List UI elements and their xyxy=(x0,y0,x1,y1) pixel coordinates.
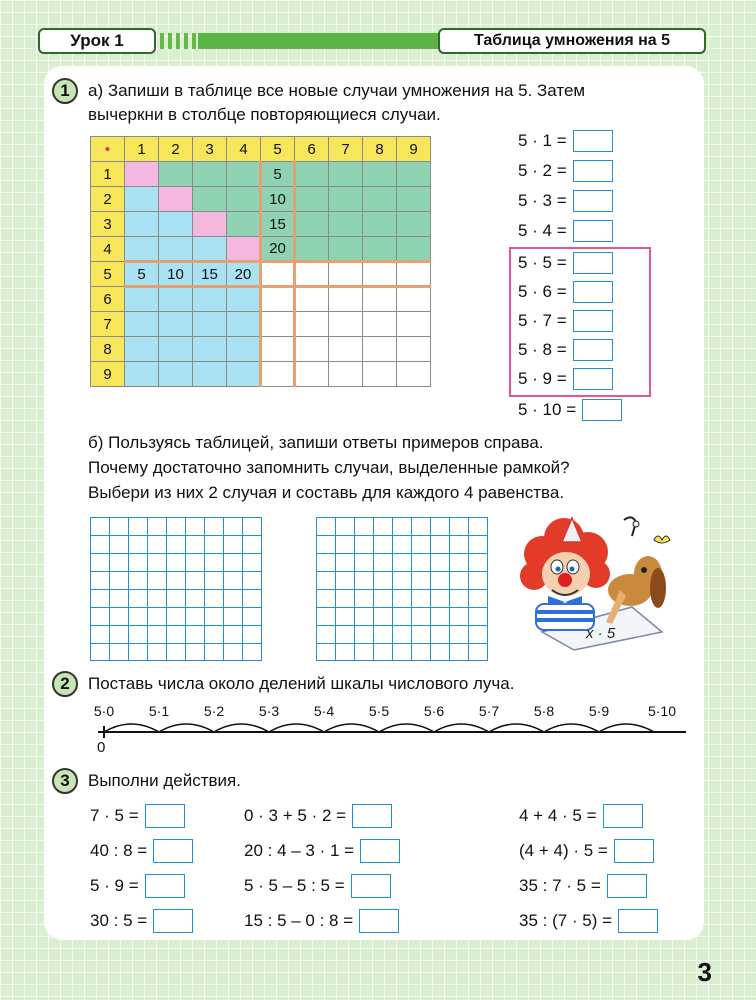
task-1-number: 1 xyxy=(52,78,78,104)
table-cell[interactable] xyxy=(125,287,159,312)
table-cell[interactable] xyxy=(397,162,431,187)
equation-text: 5 · 5 = xyxy=(518,253,567,272)
answer-box[interactable] xyxy=(573,310,613,332)
table-cell[interactable] xyxy=(193,212,227,237)
table-cell[interactable]: 15 xyxy=(261,212,295,237)
expression-text: 7 · 5 = xyxy=(90,806,139,825)
table-corner: • xyxy=(91,137,125,162)
table-cell[interactable] xyxy=(261,312,295,337)
table-cell[interactable] xyxy=(261,262,295,287)
table-cell[interactable] xyxy=(329,287,363,312)
col-header: 5 xyxy=(261,137,295,162)
answer-box[interactable] xyxy=(614,839,654,863)
table-cell[interactable]: 10 xyxy=(159,262,193,287)
expression xyxy=(90,873,185,899)
table-cell[interactable] xyxy=(227,187,261,212)
row-header: 6 xyxy=(91,287,125,312)
table-cell[interactable] xyxy=(363,362,397,387)
table-cell[interactable] xyxy=(295,287,329,312)
expression-text: 40 : 8 = xyxy=(90,841,148,860)
table-cell[interactable] xyxy=(295,212,329,237)
equation-text: 5 · 1 = xyxy=(518,131,567,150)
table-cell[interactable] xyxy=(329,337,363,362)
table-cell[interactable] xyxy=(295,187,329,212)
table-cell[interactable] xyxy=(159,362,193,387)
answer-box[interactable] xyxy=(573,160,613,182)
task-3-number: 3 xyxy=(52,768,78,794)
table-cell[interactable] xyxy=(159,162,193,187)
answer-box[interactable] xyxy=(573,252,613,274)
table-cell[interactable] xyxy=(125,237,159,262)
table-cell[interactable] xyxy=(193,187,227,212)
expression xyxy=(90,908,193,934)
expression-text: 5 · 9 = xyxy=(90,876,139,895)
table-cell[interactable] xyxy=(159,287,193,312)
table-cell[interactable] xyxy=(329,312,363,337)
answer-box[interactable] xyxy=(618,909,658,933)
page-number: 3 xyxy=(697,957,712,987)
expression-text: 4 + 4 · 5 = xyxy=(519,806,597,825)
row-header: 3 xyxy=(91,212,125,237)
table-cell[interactable]: 10 xyxy=(261,187,295,212)
table-cell[interactable] xyxy=(363,212,397,237)
expression xyxy=(244,803,392,829)
table-cell[interactable] xyxy=(227,312,261,337)
expression xyxy=(90,803,185,829)
answer-box[interactable] xyxy=(573,130,613,152)
col-header: 9 xyxy=(397,137,431,162)
equation-row xyxy=(518,219,613,243)
table-cell[interactable] xyxy=(397,187,431,212)
task-1-text-b3: Выбери из них 2 случая и составь для каждого 4 равенства. xyxy=(88,483,565,502)
expression-text: 35 : (7 · 5) = xyxy=(519,911,613,930)
row-header: 9 xyxy=(91,362,125,387)
table-cell[interactable] xyxy=(363,187,397,212)
equation-row xyxy=(518,189,613,213)
task-2-number: 2 xyxy=(52,671,78,697)
answer-grid-2[interactable] xyxy=(316,517,488,661)
table-cell[interactable] xyxy=(397,312,431,337)
task-1-text-a1: а) Запиши в таблице все новые случаи умножения на 5. Затем xyxy=(88,81,586,100)
equation-row xyxy=(518,367,613,391)
row-header: 5 xyxy=(91,262,125,287)
tick-label: 5·4 xyxy=(313,703,335,719)
table-cell[interactable] xyxy=(329,162,363,187)
table-cell[interactable] xyxy=(193,312,227,337)
answer-box[interactable] xyxy=(573,220,613,242)
task-1-text-a2: вычеркни в столбце повторяющиеся случаи. xyxy=(88,105,441,124)
equation-row xyxy=(518,398,622,422)
multiplication-table xyxy=(90,136,431,387)
table-cell[interactable]: 15 xyxy=(193,262,227,287)
table-cell[interactable] xyxy=(295,162,329,187)
table-cell[interactable] xyxy=(193,287,227,312)
tick-label: 5·6 xyxy=(423,703,445,719)
expression xyxy=(90,838,193,864)
table-cell[interactable] xyxy=(125,212,159,237)
tick-label: 5·2 xyxy=(203,703,225,719)
table-cell[interactable]: 5 xyxy=(125,262,159,287)
table-cell[interactable] xyxy=(397,362,431,387)
clown-paper-text: x · 5 xyxy=(586,625,616,642)
equation-row xyxy=(518,159,613,183)
answer-box[interactable] xyxy=(145,874,185,898)
lesson-header xyxy=(38,24,706,58)
table-cell[interactable] xyxy=(227,212,261,237)
row-header: 7 xyxy=(91,312,125,337)
tick-label: 5·0 xyxy=(93,703,115,719)
clown-illustration xyxy=(512,512,674,652)
expression xyxy=(244,838,400,864)
table-cell[interactable] xyxy=(363,162,397,187)
table-cell[interactable] xyxy=(295,237,329,262)
table-cell[interactable] xyxy=(227,362,261,387)
answer-grid-1[interactable] xyxy=(90,517,262,661)
col-header: 6 xyxy=(295,137,329,162)
expression xyxy=(519,838,654,864)
table-cell[interactable] xyxy=(329,262,363,287)
task-3-text: Выполни действия. xyxy=(88,771,241,790)
table-cell[interactable] xyxy=(193,362,227,387)
number-line xyxy=(90,718,690,744)
equation-text: 5 · 2 = xyxy=(518,161,567,180)
col-header: 3 xyxy=(193,137,227,162)
table-cell[interactable] xyxy=(397,237,431,262)
table-cell[interactable] xyxy=(159,337,193,362)
answer-box[interactable] xyxy=(145,804,185,828)
answer-box[interactable] xyxy=(607,874,647,898)
answer-box[interactable] xyxy=(573,281,613,303)
equation-row xyxy=(518,129,613,153)
equation-text: 5 · 3 = xyxy=(518,191,567,210)
table-cell[interactable] xyxy=(227,237,261,262)
table-cell[interactable] xyxy=(295,337,329,362)
task-2-text: Поставь числа около делений шкалы числового луча. xyxy=(88,674,515,693)
expression-text: 35 : 7 · 5 = xyxy=(519,876,601,895)
table-cell[interactable] xyxy=(159,187,193,212)
table-cell[interactable] xyxy=(295,312,329,337)
row-header: 4 xyxy=(91,237,125,262)
tick-label: 5·3 xyxy=(258,703,280,719)
answer-box[interactable] xyxy=(351,874,391,898)
answer-box[interactable] xyxy=(153,839,193,863)
table-cell[interactable] xyxy=(125,362,159,387)
table-cell[interactable] xyxy=(397,287,431,312)
equation-text: 5 · 7 = xyxy=(518,311,567,330)
answer-box[interactable] xyxy=(153,909,193,933)
table-cell[interactable] xyxy=(329,362,363,387)
table-cell[interactable] xyxy=(363,312,397,337)
expression xyxy=(519,908,658,934)
expression-text: 30 : 5 = xyxy=(90,911,148,930)
number-line-zero: 0 xyxy=(97,739,106,756)
table-cell[interactable] xyxy=(329,187,363,212)
expression xyxy=(519,803,643,829)
expression-text: 20 : 4 – 3 · 1 = xyxy=(244,841,355,860)
table-cell[interactable]: 5 xyxy=(261,162,295,187)
equation-text: 5 · 4 = xyxy=(518,221,567,240)
equation-text: 5 · 8 = xyxy=(518,340,567,359)
task-1-text-b2: Почему достаточно запомнить случаи, выделенные рамкой? xyxy=(88,458,570,477)
topic-title: Таблица умножения на 5 xyxy=(438,28,706,54)
expression-text: 0 · 3 + 5 · 2 = xyxy=(244,806,347,825)
table-cell[interactable] xyxy=(159,312,193,337)
equation-row xyxy=(518,309,613,333)
table-cell[interactable] xyxy=(363,237,397,262)
table-cell[interactable] xyxy=(261,287,295,312)
expression xyxy=(244,908,399,934)
tick-label: 5·8 xyxy=(533,703,555,719)
equation-row xyxy=(518,280,613,304)
table-cell[interactable] xyxy=(125,312,159,337)
table-cell[interactable] xyxy=(227,162,261,187)
task-1-text-b1: б) Пользуясь таблицей, запиши ответы примеров справа. xyxy=(88,433,544,452)
lesson-label: Урок 1 xyxy=(38,28,156,54)
table-cell[interactable] xyxy=(363,287,397,312)
row-header: 8 xyxy=(91,337,125,362)
expression-text: 5 · 5 – 5 : 5 = xyxy=(244,876,345,895)
tick-label: 5·1 xyxy=(148,703,170,719)
answer-box[interactable] xyxy=(352,804,392,828)
expression xyxy=(519,873,647,899)
table-cell[interactable] xyxy=(329,237,363,262)
table-cell[interactable] xyxy=(329,212,363,237)
table-cell[interactable] xyxy=(397,262,431,287)
answer-box[interactable] xyxy=(603,804,643,828)
table-cell[interactable] xyxy=(397,212,431,237)
table-cell[interactable] xyxy=(295,362,329,387)
table-cell[interactable] xyxy=(261,337,295,362)
table-cell[interactable] xyxy=(295,262,329,287)
tick-label: 5·5 xyxy=(368,703,390,719)
table-cell[interactable] xyxy=(193,337,227,362)
table-cell[interactable] xyxy=(125,162,159,187)
tick-label: 5·9 xyxy=(588,703,610,719)
col-header: 8 xyxy=(363,137,397,162)
table-cell[interactable]: 20 xyxy=(227,262,261,287)
table-cell[interactable]: 20 xyxy=(261,237,295,262)
col-header: 4 xyxy=(227,137,261,162)
tick-label: 5·10 xyxy=(647,703,677,719)
table-cell[interactable] xyxy=(159,212,193,237)
table-cell[interactable] xyxy=(363,337,397,362)
answer-box[interactable] xyxy=(573,190,613,212)
table-cell[interactable] xyxy=(363,262,397,287)
answer-box[interactable] xyxy=(359,909,399,933)
table-cell[interactable] xyxy=(125,187,159,212)
col-header: 1 xyxy=(125,137,159,162)
table-cell[interactable] xyxy=(227,337,261,362)
tick-label: 5·7 xyxy=(478,703,500,719)
equation-row xyxy=(518,251,613,275)
table-cell[interactable] xyxy=(193,237,227,262)
expression xyxy=(244,873,391,899)
table-cell[interactable] xyxy=(227,287,261,312)
answer-box[interactable] xyxy=(582,399,622,421)
table-cell[interactable] xyxy=(125,337,159,362)
row-header: 1 xyxy=(91,162,125,187)
table-cell[interactable] xyxy=(261,362,295,387)
table-cell[interactable] xyxy=(397,337,431,362)
answer-box[interactable] xyxy=(573,339,613,361)
col-header: 2 xyxy=(159,137,193,162)
equation-text: 5 · 6 = xyxy=(518,282,567,301)
answer-box[interactable] xyxy=(360,839,400,863)
equation-row xyxy=(518,338,613,362)
table-cell[interactable] xyxy=(159,237,193,262)
answer-box[interactable] xyxy=(573,368,613,390)
table-cell[interactable] xyxy=(193,162,227,187)
equation-text: 5 · 9 = xyxy=(518,369,567,388)
row-header: 2 xyxy=(91,187,125,212)
expression-text: 15 : 5 – 0 : 8 = xyxy=(244,911,354,930)
expression-text: (4 + 4) · 5 = xyxy=(519,841,608,860)
col-header: 7 xyxy=(329,137,363,162)
equation-text: 5 · 10 = xyxy=(518,400,577,419)
